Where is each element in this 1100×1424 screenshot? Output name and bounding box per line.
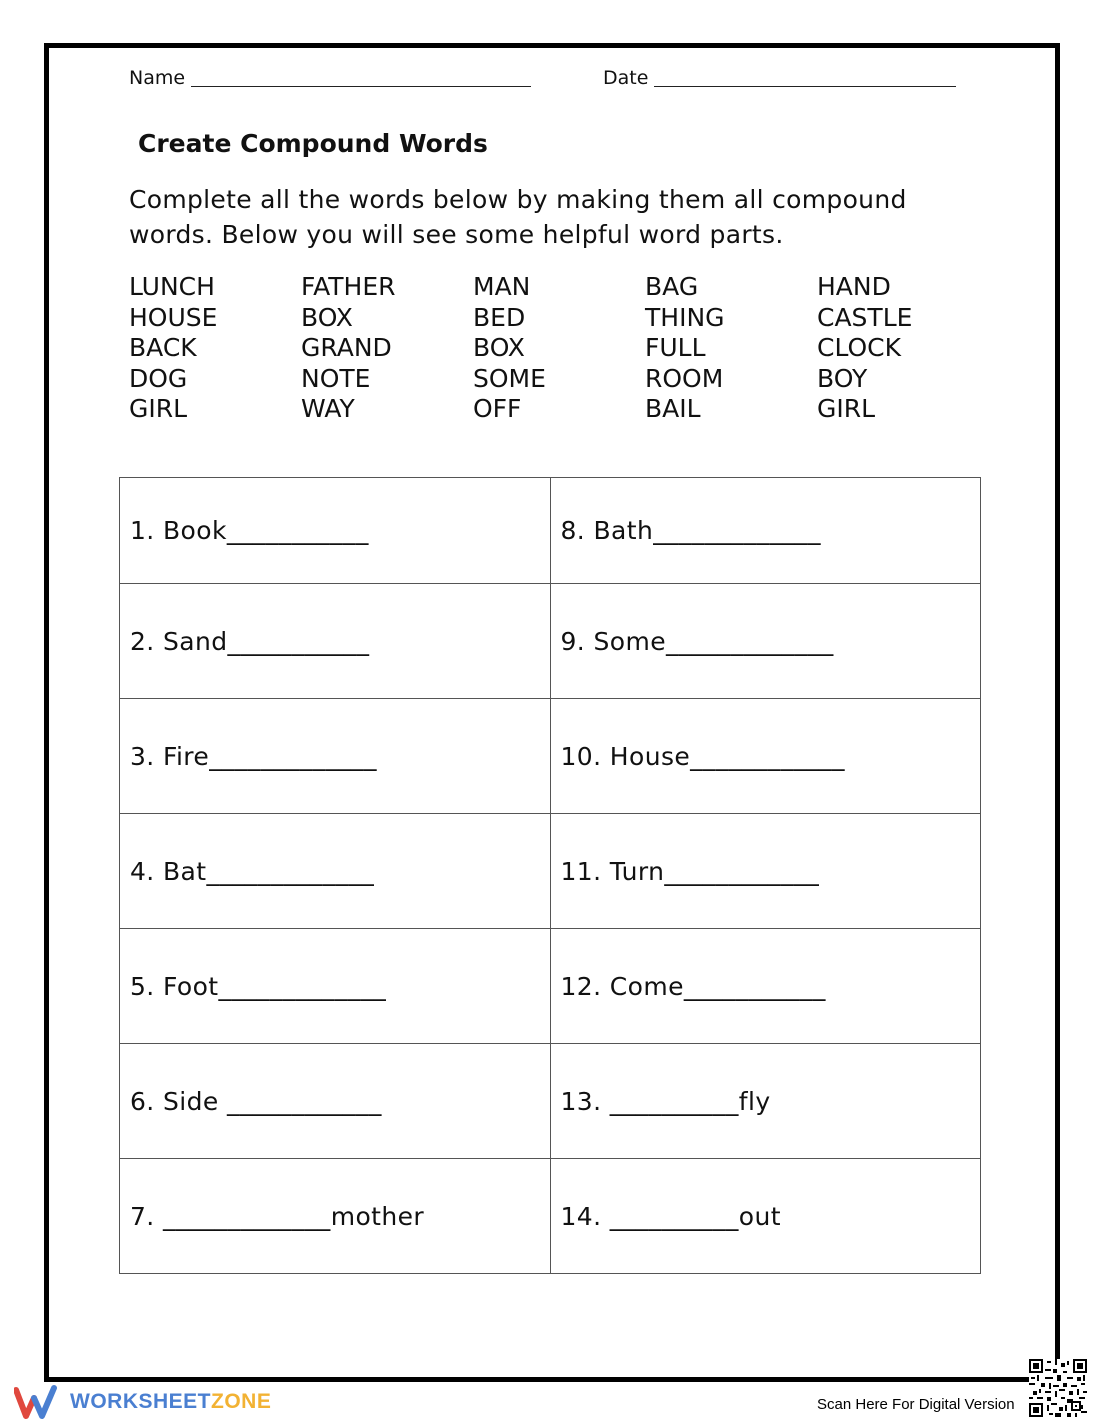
word-bank-word: BOY — [817, 363, 868, 393]
exercise-cell: 4. Bat_____________ — [120, 814, 551, 929]
exercise-cell: 14. __________out — [550, 1159, 981, 1274]
word-bank-column — [817, 272, 989, 425]
exercise-cell: 13. __________fly — [550, 1044, 981, 1159]
exercise-cell: 11. Turn____________ — [550, 814, 981, 929]
word-bank-word: FATHER — [301, 272, 396, 301]
table-row — [120, 814, 981, 929]
word-bank-word: BOX — [301, 302, 353, 332]
exercise-cell: 6. Side ____________ — [120, 1044, 551, 1159]
brand-name — [70, 1390, 271, 1414]
exercise-cell: 9. Some_____________ — [550, 584, 981, 699]
exercise-table — [119, 477, 981, 1274]
exercise-cell: 8. Bath_____________ — [550, 478, 981, 584]
word-bank-word: BED — [473, 302, 526, 332]
word-bank-word: BAIL — [645, 394, 701, 423]
word-bank-word: ROOM — [645, 363, 724, 393]
table-row — [120, 584, 981, 699]
word-bank-word: DOG — [129, 363, 188, 393]
scan-caption: Scan Here For Digital Version — [817, 1396, 1015, 1413]
instructions: Complete all the words below by making them all compound words. Below you will see some helpful word parts. — [129, 185, 907, 249]
date-blank-line — [654, 66, 956, 87]
exercise-cell: 5. Foot_____________ — [120, 929, 551, 1044]
date-field — [603, 66, 956, 89]
exercise-cell: 1. Book___________ — [120, 478, 551, 584]
word-bank-word: GIRL — [129, 394, 188, 423]
word-bank-word: CLOCK — [817, 333, 902, 362]
exercise-cell: 10. House____________ — [550, 699, 981, 814]
worksheetzone-logo[interactable] — [14, 1384, 271, 1420]
exercise-cell: 7. _____________mother — [120, 1159, 551, 1274]
worksheet-title: Create Compound Words — [138, 129, 488, 158]
name-blank-line — [191, 66, 531, 87]
word-bank-word: CASTLE — [817, 302, 913, 332]
word-bank-word: BOX — [473, 333, 525, 362]
qr-code-icon[interactable] — [1029, 1359, 1087, 1417]
brand-name-part2: ZONE — [211, 1390, 272, 1413]
word-bank-word: LUNCH — [129, 272, 215, 301]
word-bank-word: OFF — [473, 394, 522, 423]
exercise-cell: 3. Fire_____________ — [120, 699, 551, 814]
brand-name-part1: WORKSHEET — [70, 1390, 211, 1413]
table-row — [120, 929, 981, 1044]
word-bank-word: HAND — [817, 272, 891, 301]
word-bank-word: BACK — [129, 333, 197, 362]
table-row — [120, 1044, 981, 1159]
word-bank-word: WAY — [301, 394, 355, 423]
exercise-cell: 2. Sand___________ — [120, 584, 551, 699]
word-bank-word: SOME — [473, 363, 546, 393]
word-bank-column — [301, 272, 473, 425]
table-row — [120, 699, 981, 814]
word-bank — [129, 272, 989, 425]
word-bank-word: GRAND — [301, 333, 392, 362]
w-logo-icon — [14, 1384, 62, 1420]
word-bank-word: FULL — [645, 333, 706, 362]
word-bank-word: THING — [645, 302, 725, 332]
name-label: Name — [129, 67, 186, 89]
name-field — [129, 66, 531, 89]
word-bank-word: NOTE — [301, 363, 371, 393]
word-bank-word: MAN — [473, 272, 531, 301]
word-bank-column — [645, 272, 817, 425]
table-row — [120, 1159, 981, 1274]
word-bank-word: HOUSE — [129, 302, 218, 332]
table-row — [120, 478, 981, 584]
word-bank-word: BAG — [645, 272, 699, 301]
word-bank-column — [129, 272, 301, 425]
word-bank-word: GIRL — [817, 394, 876, 423]
exercise-cell: 12. Come___________ — [550, 929, 981, 1044]
date-label: Date — [603, 67, 649, 89]
word-bank-column — [473, 272, 645, 425]
